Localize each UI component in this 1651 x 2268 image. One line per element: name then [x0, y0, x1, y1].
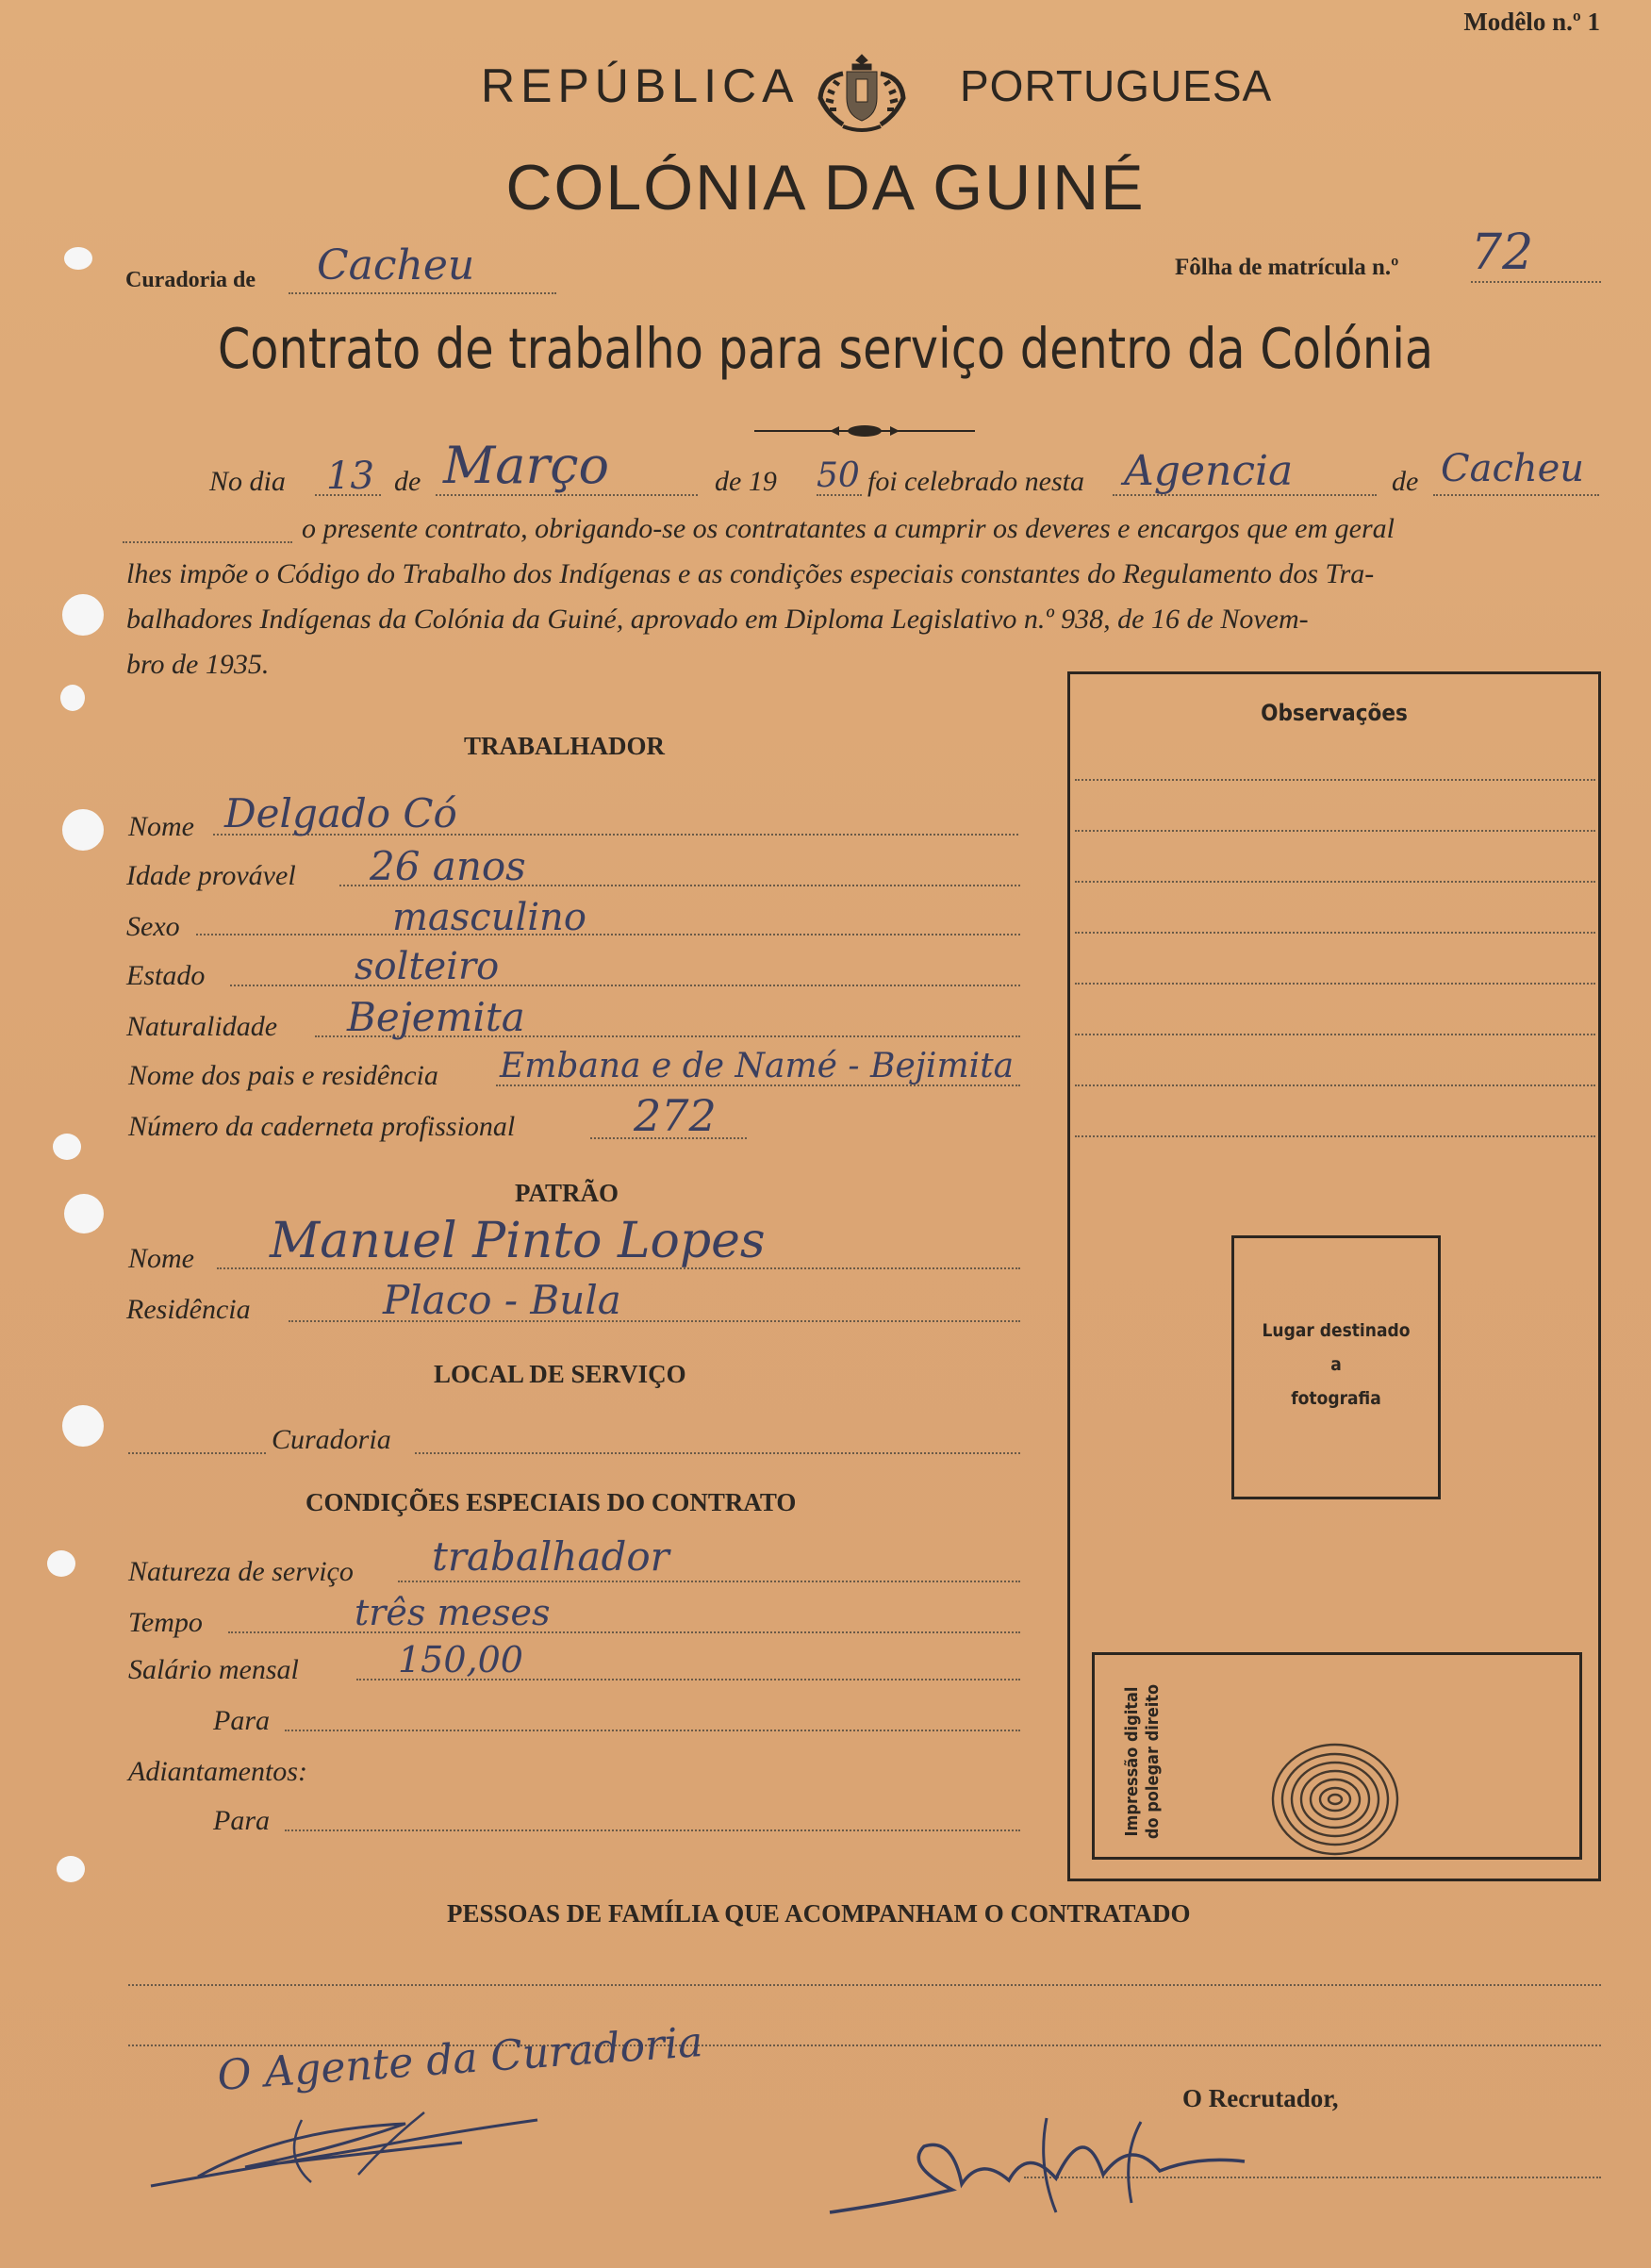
condicoes-title: CONDIÇÕES ESPECIAIS DO CONTRATO	[305, 1488, 797, 1516]
intro-place: Agencia	[1124, 447, 1294, 495]
worker-age-value: 26 anos	[370, 843, 526, 889]
punch-hole	[64, 1194, 104, 1233]
punch-hole	[62, 809, 104, 851]
obs-rule	[1075, 1084, 1595, 1086]
worker-status-label: Estado	[126, 960, 206, 991]
punch-hole	[53, 1134, 81, 1160]
thumbprint-label-1: Impressão digital	[1122, 1686, 1142, 1837]
photo-label-2: a	[1330, 1354, 1342, 1375]
intro-year-suffix: 50	[817, 456, 860, 495]
worker-name-label: Nome	[128, 811, 194, 842]
salario-label: Salário mensal	[128, 1654, 299, 1685]
worker-caderneta-label: Número da caderneta profissional	[128, 1111, 516, 1142]
punch-hole	[47, 1550, 75, 1577]
punch-hole	[62, 594, 104, 636]
adiantamentos-label: Adiantamentos:	[128, 1756, 307, 1787]
punch-hole	[60, 685, 85, 711]
worker-sex-dotline	[196, 934, 1020, 935]
intro-year-prefix: de 19	[715, 466, 777, 497]
local-title: LOCAL DE SERVIÇO	[434, 1360, 686, 1388]
obs-rule	[1075, 932, 1595, 934]
curadoria-label: Curadoria de	[125, 268, 256, 292]
thumbprint-image	[1260, 1733, 1411, 1875]
punch-hole	[64, 247, 92, 270]
tempo-label: Tempo	[128, 1607, 203, 1638]
para1-dotline	[285, 1730, 1020, 1731]
line2-lead-dotline	[123, 541, 292, 543]
local-curadoria-dotline	[415, 1452, 1020, 1454]
intro-line4: balhadores Indígenas da Colónia da Guiné, aprovado em Diploma Legislativo n.º 938, de 16 de Novem-	[126, 604, 1309, 635]
punch-hole	[62, 1405, 104, 1447]
colony-title: COLÓNIA DA GUINÉ	[505, 152, 1146, 223]
obs-rule	[1075, 830, 1595, 832]
curadoria-value: Cacheu	[317, 241, 475, 290]
thumbprint-label-2: do polegar direito	[1143, 1683, 1163, 1840]
intro-line3: lhes impõe o Código do Trabalho dos Indígenas e as condições especiais constantes do Regulamento dos Tra-	[126, 558, 1375, 589]
worker-status-dotline	[230, 985, 1020, 986]
employer-name-label: Nome	[128, 1243, 194, 1274]
local-lead-dotline	[128, 1452, 266, 1454]
agente-signature	[141, 2101, 556, 2205]
agente-handwritten: O Agente da Curadoria	[215, 2018, 704, 2100]
para2-label: Para	[213, 1805, 270, 1836]
tempo-value: três meses	[355, 1592, 551, 1633]
folha-value: 72	[1471, 224, 1534, 281]
natureza-dotline	[398, 1581, 1020, 1582]
thumbprint-label	[1122, 1667, 1164, 1856]
worker-parents-label: Nome dos pais e residência	[128, 1060, 438, 1091]
intro-de1: de	[394, 466, 421, 497]
worker-parents-value: Embana e de Namé - Bejimita	[500, 1047, 1015, 1085]
familia-title: PESSOAS DE FAMÍLIA QUE ACOMPANHAM O CONTRATADO	[447, 1899, 1191, 1928]
recrutador-signature	[820, 2099, 1273, 2231]
folha-dotline	[1471, 281, 1601, 283]
worker-birthplace-value: Bejemita	[347, 994, 525, 1040]
worker-name-value: Delgado Có	[224, 790, 457, 836]
tempo-dotline	[228, 1631, 1020, 1633]
recrutador-label: O Recrutador,	[1182, 2084, 1339, 2112]
punch-hole	[57, 1856, 85, 1882]
intro-no-dia: No dia	[209, 466, 286, 497]
folha-label: Fôlha de matrícula n.º	[1175, 255, 1399, 280]
worker-sex-value: masculino	[392, 896, 586, 939]
salario-value: 150,00	[398, 1639, 523, 1680]
intro-de2: de	[1392, 466, 1419, 497]
model-number: Modêlo n.º 1	[1463, 8, 1600, 36]
patrao-title: PATRÃO	[515, 1179, 619, 1207]
obs-rule	[1075, 983, 1595, 985]
photo-label-1: Lugar destinado	[1262, 1320, 1411, 1341]
natureza-label: Natureza de serviço	[128, 1556, 354, 1587]
intro-place2: Cacheu	[1441, 447, 1585, 490]
worker-sex-label: Sexo	[126, 911, 180, 942]
ornament-divider	[754, 422, 975, 439]
republic-right: PORTUGUESA	[960, 61, 1273, 110]
intro-line5: bro de 1935.	[126, 649, 270, 680]
obs-rule	[1075, 881, 1595, 883]
familia-dotline	[128, 1984, 1601, 1986]
employer-residence-label: Residência	[126, 1294, 251, 1325]
natureza-value: trabalhador	[432, 1533, 669, 1580]
intro-line2: o presente contrato, obrigando-se os contratantes a cumprir os deveres e encargos que em geral	[302, 513, 1395, 544]
photo-label-3: fotografia	[1291, 1388, 1381, 1409]
intro-celebrado: foi celebrado nesta	[867, 466, 1084, 497]
intro-month: Março	[443, 436, 610, 495]
worker-age-label: Idade provável	[126, 860, 296, 891]
obs-rule	[1075, 1034, 1595, 1035]
curadoria-dotline	[289, 292, 556, 294]
para1-label: Para	[213, 1705, 270, 1736]
coat-of-arms-icon	[809, 49, 915, 136]
obs-rule	[1075, 779, 1595, 781]
main-title: Contrato de trabalho para serviço dentro da Colónia	[217, 316, 1434, 381]
republic-left: REPÚBLICA	[481, 59, 800, 112]
obs-rule	[1075, 1135, 1595, 1137]
worker-status-value: solteiro	[355, 945, 500, 988]
trabalhador-title: TRABALHADOR	[464, 732, 666, 760]
intro-day: 13	[326, 455, 374, 498]
employer-name-value: Manuel Pinto Lopes	[270, 1213, 766, 1269]
worker-birthplace-label: Naturalidade	[126, 1011, 278, 1042]
para2-dotline	[285, 1829, 1020, 1831]
employer-residence-value: Placo - Bula	[383, 1277, 621, 1323]
place2-dotline	[1433, 494, 1599, 496]
local-curadoria-label: Curadoria	[272, 1424, 391, 1455]
observations-title: Observações	[1261, 700, 1408, 726]
worker-caderneta-value: 272	[634, 1090, 717, 1141]
